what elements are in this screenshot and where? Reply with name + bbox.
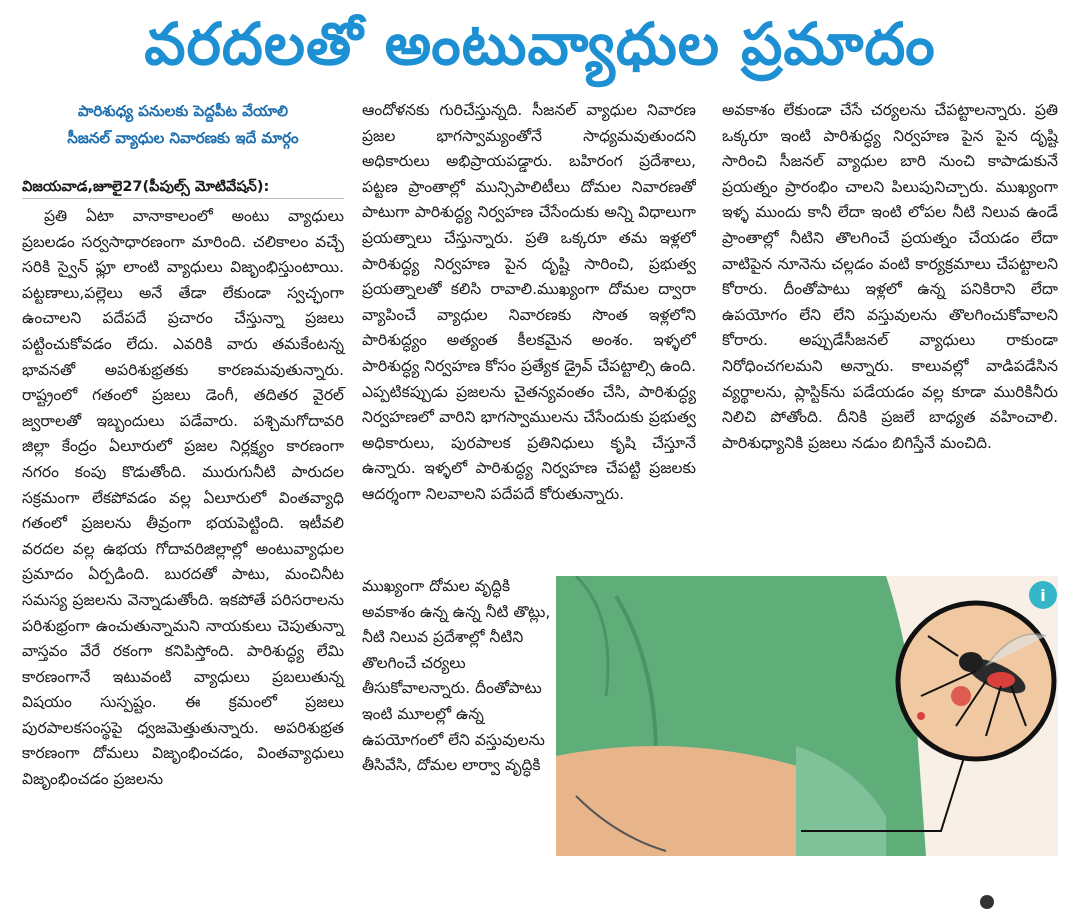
page-corner-dot <box>980 895 994 909</box>
column-3-text: అవకాశం లేకుండా చేసే చర్యలను చేపట్టాలన్నారు. ప్రతి ఒక్కరూ ఇంటి పారిశుద్ధ్య నిర్వహణ పైన పైన దృష్టి సారించి సీజనల్ వ్యాధుల బారి నుంచి కాపాడుకునే ప్రయత్నం ప్రారంభిం చాలని పిలుపునిచ్చారు. ముఖ్యంగా ఇళ్ళ ముందు కానీ లేదా ఇంటి లోపల నీటి నిలువ ఉండే ప్రాంతాల్లో నీటిని తొలగించే ప్రయత్నం చేయడం లేదా వాటిపైన నూనెను చల్లడం వంటి కార్యక్రమాలు చేపట్టాలని కోరారు. దీంతోపాటు ఇళ్లలో ఉన్న పనికిరాని లేదా ఉపయోగం లేని లేని వస్తువులను తొలగించుకోవాలని కోరారు. అప్పుడేసీజనల్ వ్యాధులు రాకుండా నిరోధించగలమని అన్నారు. కాలువల్లో వాడిపడేసిన వ్యర్థాలను, ప్లాస్టిక్‌ను పడేయడం వల్ల కూడా మురికినీరు నిలిచి పోతోంది. దీనికి ప్రజలే బాధ్యత వహించాలి. పారిశుధ్యానికి ప్రజలు నడుం బిగిస్తేనే మంచిది. <box>722 101 1058 452</box>
article-column-1 <box>22 204 344 793</box>
article-column-2 <box>362 98 696 574</box>
column-2-text: ఆందోళనకు గురిచేస్తున్నది. సీజనల్ వ్యాధుల నివారణ ప్రజల భాగస్వామ్యంతోనే సాధ్యమవుతుందని అధికారులు అభిప్రాయపడ్డారు. బహిరంగ ప్రదేశాలు, పట్టణ ప్రాంతాల్లో మున్సిపాలిటీలు దోమల నివారణతో పాటుగా పారిశుద్ధ్య నిర్వహణ చేసేందుకు అన్ని విధాలుగా ప్రయత్నాలు చేస్తున్నారు. ప్రతి ఒక్కరూ తమ ఇళ్లలో పారిశుద్ధ్య నిర్వహణ పైన దృష్టి సారించి, ప్రభుత్వ ప్రయత్నాలతో కలిసి రావాలి.ముఖ్యంగా దోమల ద్వారా వ్యాపించే వ్యాధుల నివారణకు సొంత ఇళ్లలోని పారిశుద్ధ్యం అత్యంత కీలకమైన అంశం. ఇళ్ళలో పారిశుద్ధ్య నిర్వహణ కోసం ప్రత్యేక డ్రైవ్ చేపట్టాల్సి ఉంది. ఎప్పటికప్పుడు ప్రజలను చైతన్యవంతం చేసి, పారిశుద్ధ్య నిర్వహణలో వారిని భాగస్వాములను చేసేందుకు ప్రభుత్వ అధికారులు, పురపాలక ప్రతినిధులు కృషి చేస్తూనే ఉన్నారు. ఇళ్ళలో పారిశుద్ధ్య నిర్వహణ చేపట్టి ప్రజలకు ఆదర్శంగా నిలవాలని పదేపదే కోరుతున్నారు. <box>362 101 696 503</box>
article-column-2-continued <box>362 574 552 779</box>
article-column-3 <box>722 98 1058 456</box>
mosquito-bite-image <box>556 576 1058 856</box>
mosquito-illustration <box>556 576 1058 856</box>
deck <box>22 98 344 152</box>
brand-logo <box>1028 580 1058 610</box>
column-1-text: ప్రతి ఏటా వానాకాలంలో అంటు వ్యాధులు ప్రబలడం సర్వసాధారణంగా మారింది. చలికాలం వచ్చే సరికి స్వైన్ ఫ్లూ లాంటి వ్యాధులు విజృంభిస్తుంటాయి. పట్టణాలు,పల్లెలు అనే తేడా లేకుండా స్వచ్ఛంగా ఉంచాలని పదేపదే ప్రచారం చేస్తున్నా ప్రజలు పట్టించుకోవడం లేదు. ఎవరికి వారు తమకేంటన్న భావనతో అపరిశుభ్రతకు కారణమవుతున్నారు. రాష్ట్రంలో గతంలో ప్రజలు డెంగీ, తదితర వైరల్ జ్వరాలతో ఇబ్బందులు పడేవారు. పశ్చిమగోదావరి జిల్లా కేంద్రం ఏలూరులో ప్రజల నిర్లక్ష్యం కారణంగా నగరం కంపు కొడుతోంది. మురుగునీటి పారుదల సక్రమంగా లేకపోవడం వల్ల ఏలూరులో వింతవ్యాధి గతంలో ప్రజలను తీవ్రంగా భయపెట్టింది. ఇటీవలి వరదల వల్ల ఉభయ గోదావరిజిల్లాల్లో అంటువ్యాధుల ప్రమాదం ఏర్పడింది. బురదతో పాటు, మంచినీట సమస్య ప్రజలను వెన్నాడుతోంది. ఇకపోతే పరిసరాలను పరిశుభ్రంగా ఉంచుతున్నామని నాయకులు చెపుతున్నా వాస్తవం వేరే రకంగా కనిపిస్తోంది. పారిశుద్ధ్య లేమి కారణంగానే ఇటువంటి వ్యాధులు ప్రబలుతున్న విషయం సుస్పష్టం. ఈ క్రమంలో ప్రజలు పురపాలకసంస్థపై ధ్వజమెత్తుతున్నారు. అపరిశుభ్రత కారణంగా దోమలు విజృంభించడం, వింతవ్యాధులు విజృంభించడం ప్రజలను <box>22 207 344 789</box>
dateline: విజయవాడ,జూలై27(పీపుల్స్ మోటివేషన్): <box>22 176 344 199</box>
headline: వరదలతో అంటువ్యాధుల ప్రమాదం <box>144 9 936 78</box>
deck-line-1: పారిశుధ్య పనులకు పెద్దపీట వేయాలి <box>77 102 289 120</box>
svg-text:i: i <box>1040 586 1046 605</box>
deck-line-2: సీజనల్ వ్యాధుల నివారణకు ఇదే మార్గం <box>67 129 299 147</box>
column-2-continued-text: ముఖ్యంగా దోమల వృద్ధికి అవకాశం ఉన్న ఉన్న నీటి తొట్లు, నీటి నిలువ ప్రదేశాల్లో నీటిని తొలగించే చర్యలు తీసుకోవాలన్నారు. దీంతోపాటు ఇంటి మూలల్లో ఉన్న ఉపయోగంలో లేని వస్తువులను తీసివేసి, దోమల లార్వా వృద్ధికి <box>362 577 551 775</box>
